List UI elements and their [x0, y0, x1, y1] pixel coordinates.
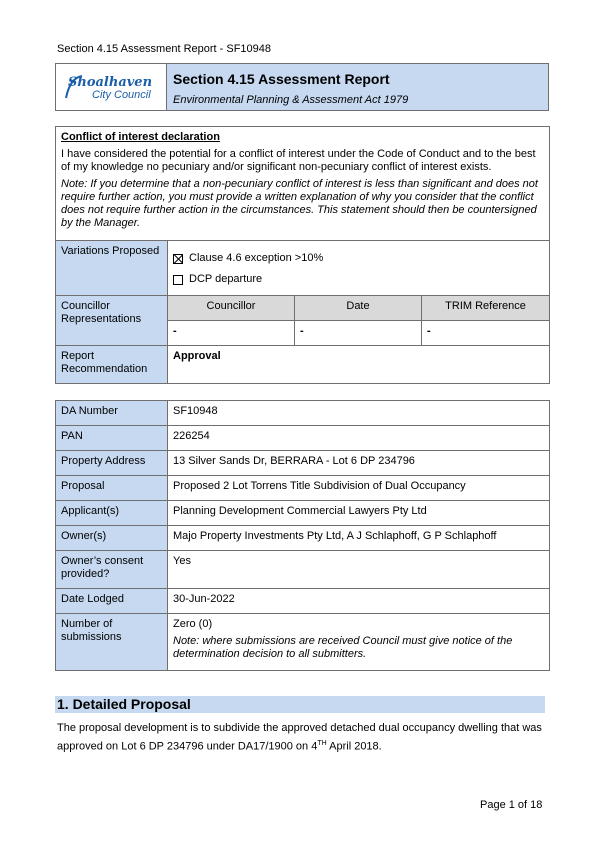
- detail-value: Majo Property Investments Pty Ltd, A J Schlaphoff, G P Schlaphoff: [168, 526, 550, 551]
- detail-value: 226254: [168, 426, 550, 451]
- date-value: -: [295, 321, 422, 346]
- section-heading: 1. Detailed Proposal: [55, 696, 545, 713]
- recommendation-row: [56, 346, 550, 384]
- declaration-table: [55, 126, 550, 384]
- detail-label: Property Address: [56, 451, 168, 476]
- variation-option-label: Clause 4.6 exception >10%: [189, 252, 324, 264]
- councillor-label: Councillor Representations: [56, 296, 168, 346]
- shoalhaven-logo-icon: [60, 68, 160, 106]
- submissions-value: Zero (0): [173, 618, 213, 630]
- detail-value: 13 Silver Sands Dr, BERRARA - Lot 6 DP 234796: [168, 451, 550, 476]
- councillor-col-header: Councillor: [168, 296, 295, 321]
- councillor-value: -: [168, 321, 295, 346]
- title-cell: [167, 64, 548, 110]
- svg-text:Shoalhaven: Shoalhaven: [68, 75, 153, 90]
- detail-label: Owner(s): [56, 526, 168, 551]
- ordinal-suffix: TH: [317, 740, 327, 747]
- detail-row: [56, 526, 550, 551]
- variations-row: [56, 241, 550, 296]
- council-logo: [56, 64, 167, 110]
- conflict-row: [56, 127, 550, 241]
- detail-value: Yes: [168, 551, 550, 589]
- detail-label: Applicant(s): [56, 501, 168, 526]
- detail-row: [56, 401, 550, 426]
- report-subtitle: Environmental Planning & Assessment Act 1979: [173, 94, 409, 106]
- detail-row: [56, 551, 550, 589]
- detail-label: DA Number: [56, 401, 168, 426]
- section-body-text: The proposal development is to subdivide the approved detached dual occupancy dwelling that was approved on Lot 6 DP 234796 under DA17/1900 on 4: [57, 722, 542, 753]
- variation-option-dcp[interactable]: [173, 270, 544, 289]
- application-details-table: [55, 400, 550, 671]
- submissions-note: Note: where submissions are received Council must give notice of the determination decision to all submitters.: [173, 635, 513, 660]
- variation-option-clause46[interactable]: [173, 249, 544, 268]
- running-header: Section 4.15 Assessment Report - SF10948: [57, 43, 272, 55]
- report-title: Section 4.15 Assessment Report: [173, 71, 390, 87]
- detail-row: [56, 501, 550, 526]
- detail-value: Proposed 2 Lot Torrens Title Subdivision of Dual Occupancy: [168, 476, 550, 501]
- councillor-header-row: [56, 296, 550, 321]
- trim-value: -: [422, 321, 550, 346]
- detail-value: Planning Development Commercial Lawyers Pty Ltd: [168, 501, 550, 526]
- unchecked-box-icon[interactable]: [173, 275, 183, 285]
- conflict-text: I have considered the potential for a conflict of interest under the Code of Conduct and to the best of my knowledge no pecuniary and/or significant non-pecuniary conflict of interest exists.: [61, 148, 536, 173]
- detail-row: [56, 426, 550, 451]
- detail-row: [56, 476, 550, 501]
- detail-label: Owner’s consent provided?: [56, 551, 168, 589]
- recommendation-value: Approval: [168, 346, 550, 384]
- conflict-note: Note: If you determine that a non-pecuniary conflict of interest is less than significant and does not require further action, you must provide a written explanation of why you consider that the conflict does not require further action in the circumstances. This statement should then be countersigned by the Manager.: [61, 178, 538, 229]
- detail-label: Proposal: [56, 476, 168, 501]
- variations-label: Variations Proposed: [56, 241, 168, 296]
- detail-value: SF10948: [168, 401, 550, 426]
- detail-label: Date Lodged: [56, 589, 168, 614]
- detail-row: [56, 451, 550, 476]
- section-body-text-end: April 2018.: [326, 740, 382, 753]
- submissions-row: [56, 614, 550, 671]
- detail-label: PAN: [56, 426, 168, 451]
- section-body: [57, 721, 547, 755]
- conflict-heading: Conflict of interest declaration: [61, 131, 220, 143]
- page-number: Page 1 of 18: [480, 799, 543, 811]
- trim-col-header: TRIM Reference: [422, 296, 550, 321]
- date-col-header: Date: [295, 296, 422, 321]
- recommendation-label: Report Recommendation: [56, 346, 168, 384]
- submissions-label: Number of submissions: [56, 614, 168, 671]
- variation-option-label: DCP departure: [189, 273, 263, 285]
- checked-box-icon[interactable]: [173, 254, 183, 264]
- svg-text:City Council: City Council: [92, 89, 151, 101]
- report-title-box: [55, 63, 549, 111]
- detail-row: [56, 589, 550, 614]
- detail-value: 30-Jun-2022: [168, 589, 550, 614]
